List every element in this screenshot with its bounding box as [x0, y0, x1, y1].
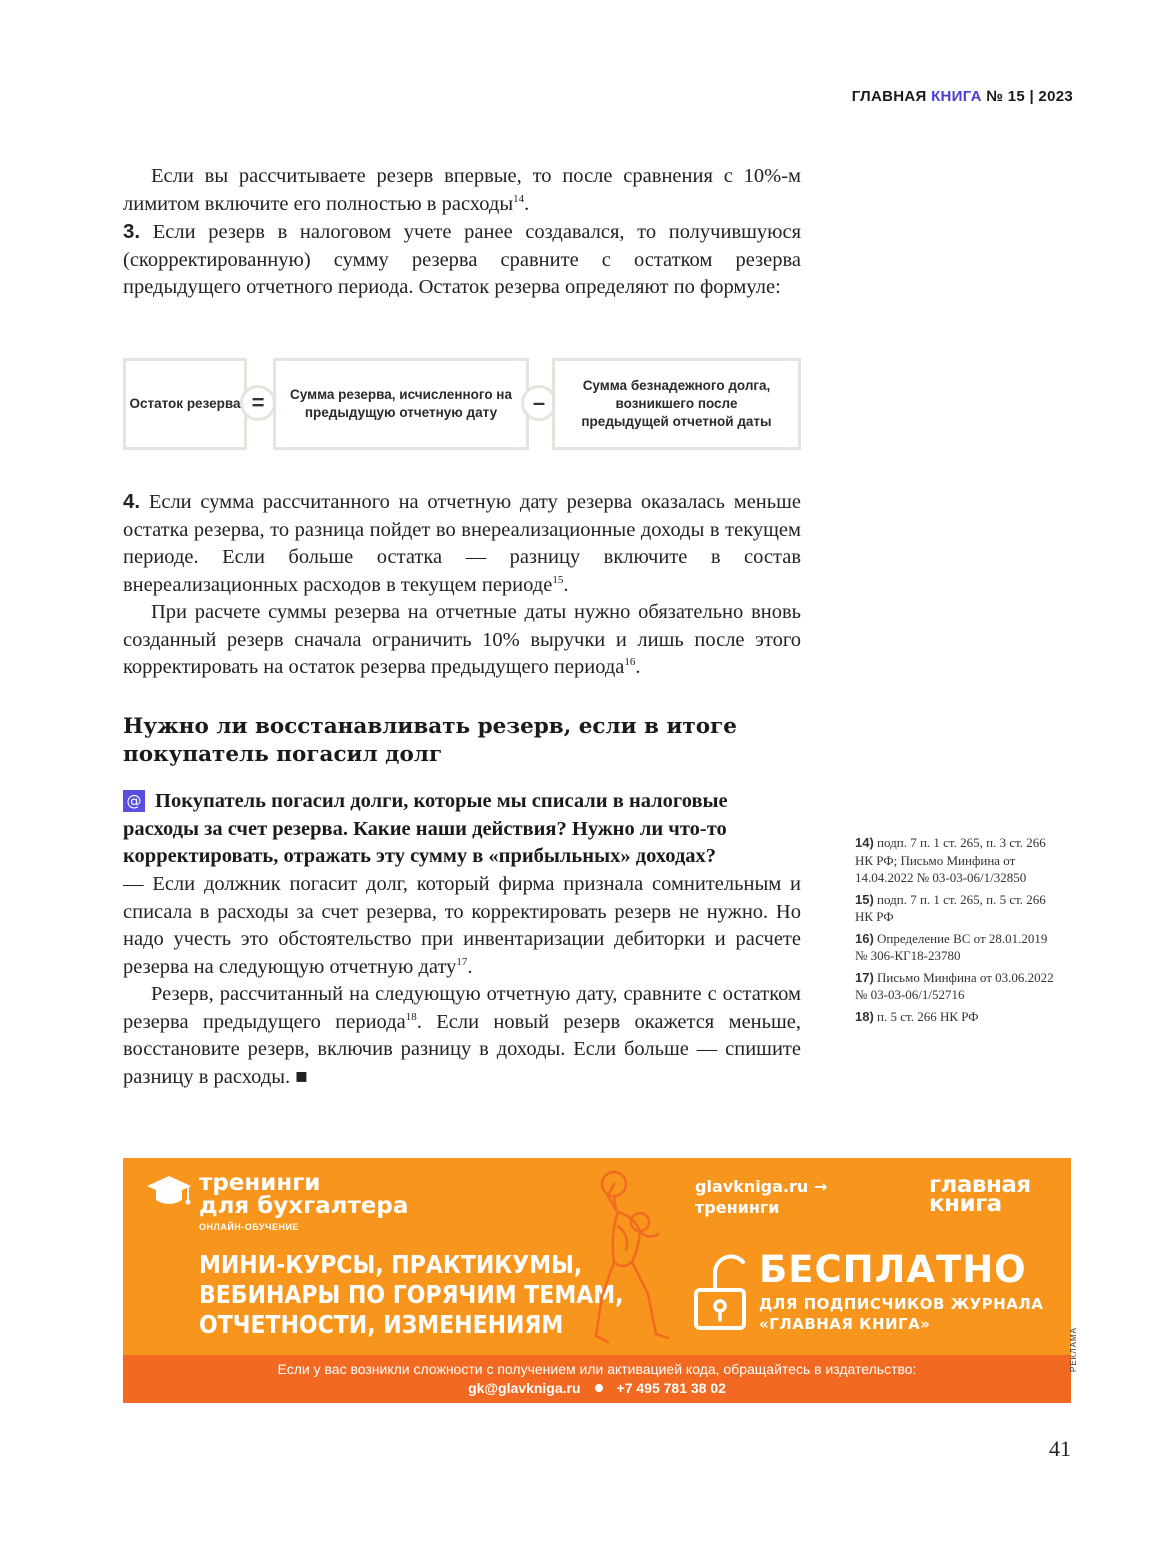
- separator-dot: [595, 1384, 603, 1392]
- footnote-ref-15[interactable]: 15: [552, 573, 564, 586]
- footnote-ref-14[interactable]: 14: [513, 192, 525, 205]
- intro-text: [123, 163, 801, 302]
- formula-box-remaining-reserve: Остаток резерва: [123, 358, 247, 450]
- footnote-16: 16) Определение ВС от 28.01.2019 № 306-КГ18-23780: [855, 930, 1048, 963]
- page-number: 41: [1049, 1436, 1071, 1461]
- running-head: [852, 88, 1073, 105]
- footnote-18: 18) п. 5 ст. 266 НК РФ: [855, 1008, 979, 1024]
- paragraph-next-reserve: Резерв, рассчитанный на следующую отчетную дату, сравните с остатком резерва предыдущего периода$^{18}$. Если новый резерв окажется меньше, восстановите резерв, включив разницу в доходы. Если больше — спишите разницу в расходы. ■: [123, 983, 801, 1088]
- ad-email-link[interactable]: gk@glavkniga.ru: [468, 1380, 581, 1396]
- footnotes: [855, 834, 1055, 1029]
- issue-number: № 15 | 2023: [981, 88, 1073, 105]
- ad-logo-title: тренинги для бухгалтера: [199, 1170, 409, 1219]
- ad-course-list: МИНИ-КУРСЫ, ПРАКТИКУМЫ, ВЕБИНАРЫ ПО ГОРЯЧИМ ТЕМАМ, ОТЧЕТНОСТИ, ИЗМЕНЕНИЯМ: [199, 1250, 624, 1339]
- section-heading: Нужно ли восстанавливать резерв, если в итоге покупатель погасил долг: [123, 714, 737, 767]
- paragraph-reporting-dates: При расчете суммы резерва на отчетные даты нужно обязательно вновь созданный резерв сначала ограничить 10% выручки и лишь после этого корректировать на остаток резерва предыдущего периода$^{16}$.: [123, 601, 801, 678]
- paragraph-answer: — Если должник погасит долг, который фирма признала сомнительным и списала в расходы за счет резерва, то корректировать резерв не нужно. Но надо учесть это обстоятельство при инвентаризации дебиторки и расчете резерва на следующую отчетную дату$^{17}$.: [123, 873, 801, 978]
- paragraph-step-4: 4. Если сумма рассчитанного на отчетную дату резерва оказалась меньше остатка резерва, то разница пойдет во внереализационные доходы в текущем периоде. Если больше остатка — разницу включите в состав внереализационных расходов в текущем периоде$^{15}$.: [123, 490, 801, 596]
- end-of-article-mark: ■: [295, 1065, 308, 1088]
- footnote-ref-17[interactable]: 17: [456, 955, 468, 968]
- unlock-icon: [693, 1250, 749, 1332]
- footnote-ref-16[interactable]: 16: [624, 656, 636, 669]
- footnote-ref-18[interactable]: 18: [405, 1010, 417, 1023]
- athlete-illustration: [578, 1166, 698, 1356]
- ad-phone[interactable]: +7 495 781 38 02: [616, 1380, 726, 1396]
- formula-box-reserve-sum: Сумма резерва, исчисленного на предыдущую отчетную дату: [273, 358, 529, 450]
- ad-site-link[interactable]: glavkniga.ru → тренинги: [695, 1177, 828, 1217]
- footnote-14: 14) подп. 7 п. 1 ст. 265, п. 3 ст. 266 НК РФ; Письмо Минфина от 14.04.2022 № 03-03-06/1/32850: [855, 835, 1046, 885]
- equals-sign: =: [240, 385, 276, 421]
- brand-name-accent: КНИГА: [931, 88, 982, 105]
- footnote-15: 15) подп. 7 п. 1 ст. 265, п. 5 ст. 266 НК РФ: [855, 891, 1046, 924]
- at-sign-icon: @: [123, 790, 145, 812]
- graduation-cap-icon: [145, 1174, 193, 1210]
- formula-box-bad-debt: Сумма безнадежного долга, возникшего после предыдущей отчетной даты: [552, 358, 801, 450]
- paragraph-first-reserve: Если вы рассчитываете резерв впервые, то после сравнения с 10%-м лимитом включите его полностью в расходы$^{14}$.: [123, 165, 801, 215]
- paragraph-step-3: 3. Если резерв в налоговом учете ранее создавался, то получившуюся (скорректированную) сумму резерва сравните с остатком резерва предыдущего отчетного периода. Остаток резерва определяют по формуле:: [123, 220, 801, 298]
- minus-sign: –: [521, 385, 557, 421]
- brand-name: ГЛАВНАЯ: [851, 88, 932, 105]
- ad-brand-logo: главная книга: [929, 1172, 1031, 1217]
- advertising-label: РЕКЛАМА: [1069, 1327, 1078, 1372]
- ad-logo-subtitle: ОНЛАЙН-ОБУЧЕНИЕ: [199, 1222, 299, 1232]
- question-text: Покупатель погасил долги, которые мы списали в налоговые расходы за счет резерва. Какие наши действия? Нужно ли что-то корректировать, отражать эту сумму в «прибыльных» доходах?: [123, 790, 728, 867]
- ad-free-label: БЕСПЛАТНО: [759, 1248, 1027, 1291]
- reader-question: [123, 788, 801, 871]
- answer-text: [123, 871, 801, 1091]
- training-ad-banner[interactable]: [123, 1158, 1071, 1403]
- ad-contact-text: Если у вас возникли сложности с получением или активацией кода, обращайтесь в издательство:: [277, 1361, 917, 1377]
- step-4-text: [123, 488, 801, 682]
- ad-contact-strip: [123, 1355, 1071, 1403]
- footnote-17: 17) Письмо Минфина от 03.06.2022 № 03-03-06/1/52716: [855, 969, 1054, 1002]
- reserve-formula: [123, 358, 801, 454]
- ad-subscribers-note: ДЛЯ ПОДПИСЧИКОВ ЖУРНАЛА «ГЛАВНАЯ КНИГА»: [759, 1295, 1044, 1333]
